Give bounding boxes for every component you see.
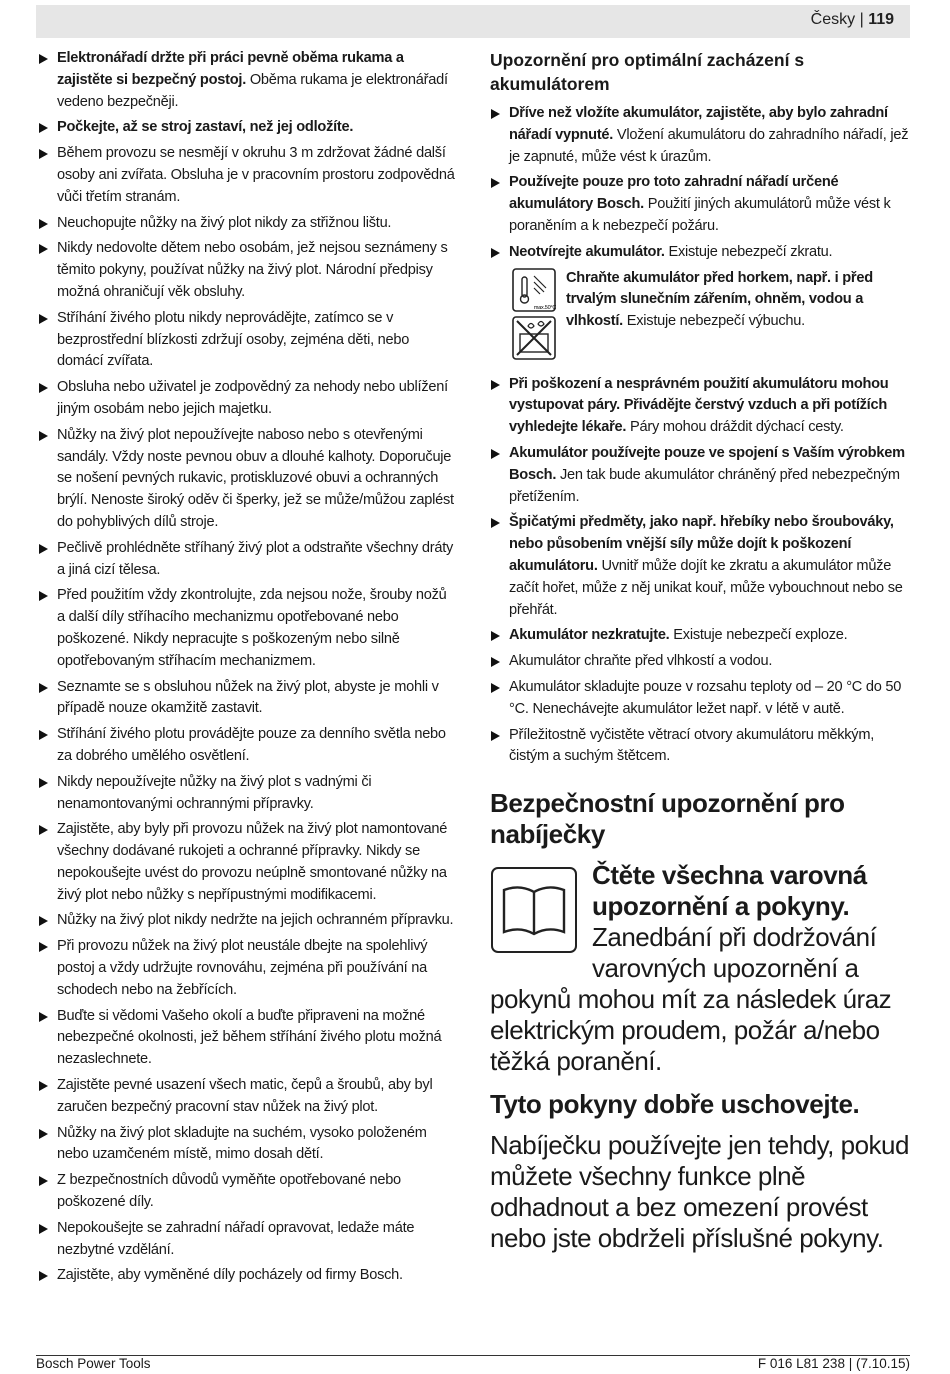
bullet-item: [38, 538, 456, 582]
bullet-item: [38, 377, 456, 421]
bullet-item: [38, 213, 456, 235]
bullet-item: [38, 1075, 456, 1119]
heat-warning-text: Existuje nebezpečí výbuchu.: [622, 313, 805, 330]
bullet-item: [38, 936, 456, 1001]
bullet-text: Akumulátor skladujte pouze v rozsahu teploty od – 20 °C do 50 °C. Nenechávejte akumulátor ležet např. v létě v autě.: [509, 678, 902, 717]
bullet-bold: Akumulátor nezkratujte.: [509, 627, 670, 644]
bullet-text: Zajistěte pevné usazení všech matic, čepů a šroubů, aby byl zaručen bezpečný pracovní stav nůžek na živý plot.: [57, 1077, 433, 1115]
bullet-item: [38, 238, 456, 303]
bullet-bold: Elektronářadí držte při práci pevně oběma rukama a zajistěte si bezpečný postoj.: [57, 50, 404, 88]
bullet-item: [38, 425, 456, 534]
bullet-bold: Dříve než vložíte akumulátor, zajistěte, aby bylo zahradní nářadí vypnuté.: [509, 105, 888, 143]
page-number: 119: [868, 11, 894, 28]
bullet-text: Vložení akumulátoru do zahradního nářadí, jež je zapnuté, může vést k úrazům.: [509, 126, 909, 165]
bullet-item: [38, 143, 456, 208]
bullet-text: Neuchopujte nůžky na živý plot nikdy za střižnou lištu.: [57, 214, 392, 231]
bullet-text: Z bezpečnostních důvodů vyměňte opotřebované nebo poškozené díly.: [57, 1172, 401, 1211]
keep-instructions-text: Nabíječku používejte jen tehdy, pokud můžete všechny funkce plně odhadnout a bez omezení provést nebo jste obdrželi příslušné pokyny.: [490, 1130, 909, 1254]
bullet-item: [490, 103, 910, 168]
battery-list-a: [490, 103, 910, 264]
bullet-item: [38, 1265, 456, 1287]
bullet-item: [490, 625, 910, 647]
bullet-item: [490, 651, 910, 673]
temperature-warning-icon: [512, 268, 556, 312]
bullet-bold: Používejte pouze pro toto zahradní nářadí určené akumulátory Bosch.: [509, 174, 839, 213]
heat-warning-bold: Chraňte akumulátor před horkem, např. i před trvalým slunečním zářením, ohněm, vodou a vlhkostí.: [566, 269, 873, 330]
bullet-text: Stříhání živého plotu provádějte pouze za denního světla nebo za dobrého umělého osvětlení.: [57, 726, 446, 764]
bullet-text: Během provozu se nesmějí v okruhu 3 m zdržovat žádné další osoby ani zvířata. Obsluha je v pracovním prostoru zodpovědná vůči třetím stranám.: [57, 145, 455, 205]
header-language: Česky: [810, 11, 856, 28]
bullet-item: [38, 677, 456, 721]
bullet-bold: Při poškození a nesprávném použití akumulátoru mohou vystupovat páry. Přivádějte čerstvý vzduch a při potížích vyhledejte lékaře.: [509, 375, 889, 436]
read-manual-icon: [490, 866, 578, 954]
bullet-text: Jen tak bude akumulátor chráněný před nebezpečným přetížením.: [509, 466, 900, 505]
bullet-text: Seznamte se s obsluhou nůžek na živý plot, abyste je mohli v případě nouze okamžitě zastavit.: [57, 678, 439, 717]
bullet-item: [490, 443, 910, 508]
bullet-bold: Neotvírejte akumulátor.: [509, 243, 665, 260]
footer-docref: F 016 L81 238 | (7.10.15): [757, 1356, 910, 1371]
bullet-text: Pečlivě prohlédněte stříhaný živý plot a odstraňte všechny dráty a jiná cizí tělesa.: [57, 539, 454, 578]
bullet-item: [38, 48, 456, 113]
left-column: [38, 48, 456, 1291]
bullet-text: Páry mohou dráždit dýchací cesty.: [626, 419, 844, 436]
bullet-item: [490, 172, 910, 237]
footer-brand: Bosch Power Tools: [36, 1356, 151, 1371]
bullet-text: Nikdy nedovolte dětem nebo osobám, jež nejsou seznámeny s těmito pokyny, používat nůžky na živý plot. Národní předpisy možná ohraničují věk obsluhy.: [57, 240, 448, 300]
bullet-item: [38, 1006, 456, 1071]
bullet-text: Stříhání živého plotu nikdy neprovádějte, zatímco se v bezprostřední blízkosti zdržují osoby, zejména děti, nebo domácí zvířata.: [57, 309, 410, 370]
right-column: [490, 48, 910, 1254]
bullet-text: Při provozu nůžek na živý plot neustále dbejte na spolehlivý postoj a vždy udržujte rovnováhu, zejména při používání na schodech nebo na žebřících.: [57, 938, 428, 998]
bullet-bold: Počkejte, až se stroj zastaví, než jej odložíte.: [57, 119, 354, 136]
bullet-item: [38, 772, 456, 816]
bullet-text: Nepokoušejte se zahradní nářadí opravovat, ledaže máte nezbytné vzdělání.: [57, 1219, 415, 1258]
bullet-text: Akumulátor chraňte před vlhkostí a vodou.: [509, 653, 773, 670]
bullet-text: Obsluha nebo uživatel je zodpovědný za nehody nebo ublížení jiným osobám nebo jejich majetku.: [57, 379, 448, 417]
bullet-text: Příležitostně vyčistěte větrací otvory akumulátoru měkkým, čistým a suchým štětcem.: [509, 726, 875, 765]
heat-warning: [490, 268, 910, 368]
bullet-item: [490, 374, 910, 439]
bullet-item: [38, 724, 456, 768]
bullet-text: Použití jiných akumulátorů může vést k poraněním a k nebezpečí požáru.: [509, 196, 891, 234]
bullet-text: Zajistěte, aby vyměněné díly pocházely od firmy Bosch.: [57, 1267, 403, 1284]
bullet-text: Uvnitř může dojít ke zkratu a akumulátor může začít hořet, může z něj unikat kouř, může vybouchnout nebo se přehřát.: [509, 557, 903, 618]
bullet-item: [490, 677, 910, 721]
bullet-item: [38, 1218, 456, 1262]
bullet-text: Před použitím vždy zkontrolujte, zda nejsou nože, šrouby nožů a další díly stříhacího mechanizmu opotřebované nebo poškozené. Nikdy nepracujte s poškozeným nebo silně opotřebovaným stříhacím mechanizmem.: [57, 587, 447, 669]
bullet-item: [38, 1123, 456, 1167]
bullet-item: [38, 308, 456, 373]
bullet-text: Buďte si vědomi Vašeho okolí a buďte připraveni na možné nebezpečné okolnosti, jež během stříhání živého plotu možná nezaslechnete.: [57, 1007, 442, 1068]
charger-warning: [490, 860, 910, 1077]
bullet-text: Nůžky na živý plot nikdy nedržte na jejich ochranném přípravku.: [57, 912, 454, 929]
battery-section-heading: Upozornění pro optimální zacházení s akumulátorem: [490, 50, 805, 94]
bullet-item: [38, 1170, 456, 1214]
bullet-text: Existuje nebezpečí zkratu.: [664, 243, 833, 260]
charger-section-heading: Bezpečnostní upozornění pro nabíječky: [490, 788, 845, 850]
bullet-item: [490, 242, 910, 264]
battery-list-b: [490, 374, 910, 769]
header-separator: |: [859, 11, 864, 28]
bullet-item: [38, 585, 456, 672]
keep-instructions-heading: Tyto pokyny dobře uschovejte.: [490, 1089, 860, 1120]
no-water-icon: [512, 316, 556, 360]
bullet-item: [490, 512, 910, 621]
charger-warning-bold: Čtěte všechna varovná upozornění a pokyny.: [592, 860, 867, 922]
charger-warning-text: Zanedbání při dodržování varovných upozornění a pokynů mohou mít za následek úraz elektrickým proudem, požár a/nebo těžká poranění.: [490, 922, 892, 1077]
page-header: [36, 5, 910, 38]
bullet-text: Zajistěte, aby byly při provozu nůžek na živý plot namontované všechny dodávané rukojeti a ochranné přípravky. Nikdy se nepokoušejte uvést do provozu neúplně smontované nůžky na živý plot nebo nůžky s nepřípustnými modifikacemi.: [57, 821, 448, 903]
bullet-bold: Akumulátor používejte pouze ve spojení s Vaším výrobkem Bosch.: [509, 444, 905, 483]
bullet-item: [38, 117, 456, 139]
bullet-text: Nůžky na živý plot skladujte na suchém, vysoko položeném nebo uzamčeném místě, mimo dosah dětí.: [57, 1124, 427, 1163]
header-text: [811, 11, 894, 29]
bullet-text: Oběma rukama je elektronářadí vedeno bezpečněji.: [57, 71, 448, 110]
bullet-text: Nůžky na živý plot nepoužívejte naboso nebo s otevřenými sandály. Vždy noste pevnou obuv a dlouhé kalhoty. Doporučuje se nošení pevných rukavic, protiskluzové obuvi a ochranných brýlí. Nenoste široký oděv či šperky, jež se může/můžou zaplést do pohyblivých dílů stroje.: [57, 426, 454, 530]
bullet-text: Nikdy nepoužívejte nůžky na živý plot s vadnými či nenamontovanými ochrannými přípravky.: [57, 773, 372, 812]
bullet-bold: Špičatými předměty, jako např. hřebíky nebo šroubováky, nebo působením vnější síly může dojít k poškození akumulátoru.: [509, 514, 894, 574]
bullet-item: [38, 819, 456, 906]
icon-temperature-label: max.50°C: [533, 304, 556, 311]
bullet-item: [490, 725, 910, 769]
bullet-item: [38, 910, 456, 932]
bullet-text: Existuje nebezpečí exploze.: [669, 627, 848, 644]
